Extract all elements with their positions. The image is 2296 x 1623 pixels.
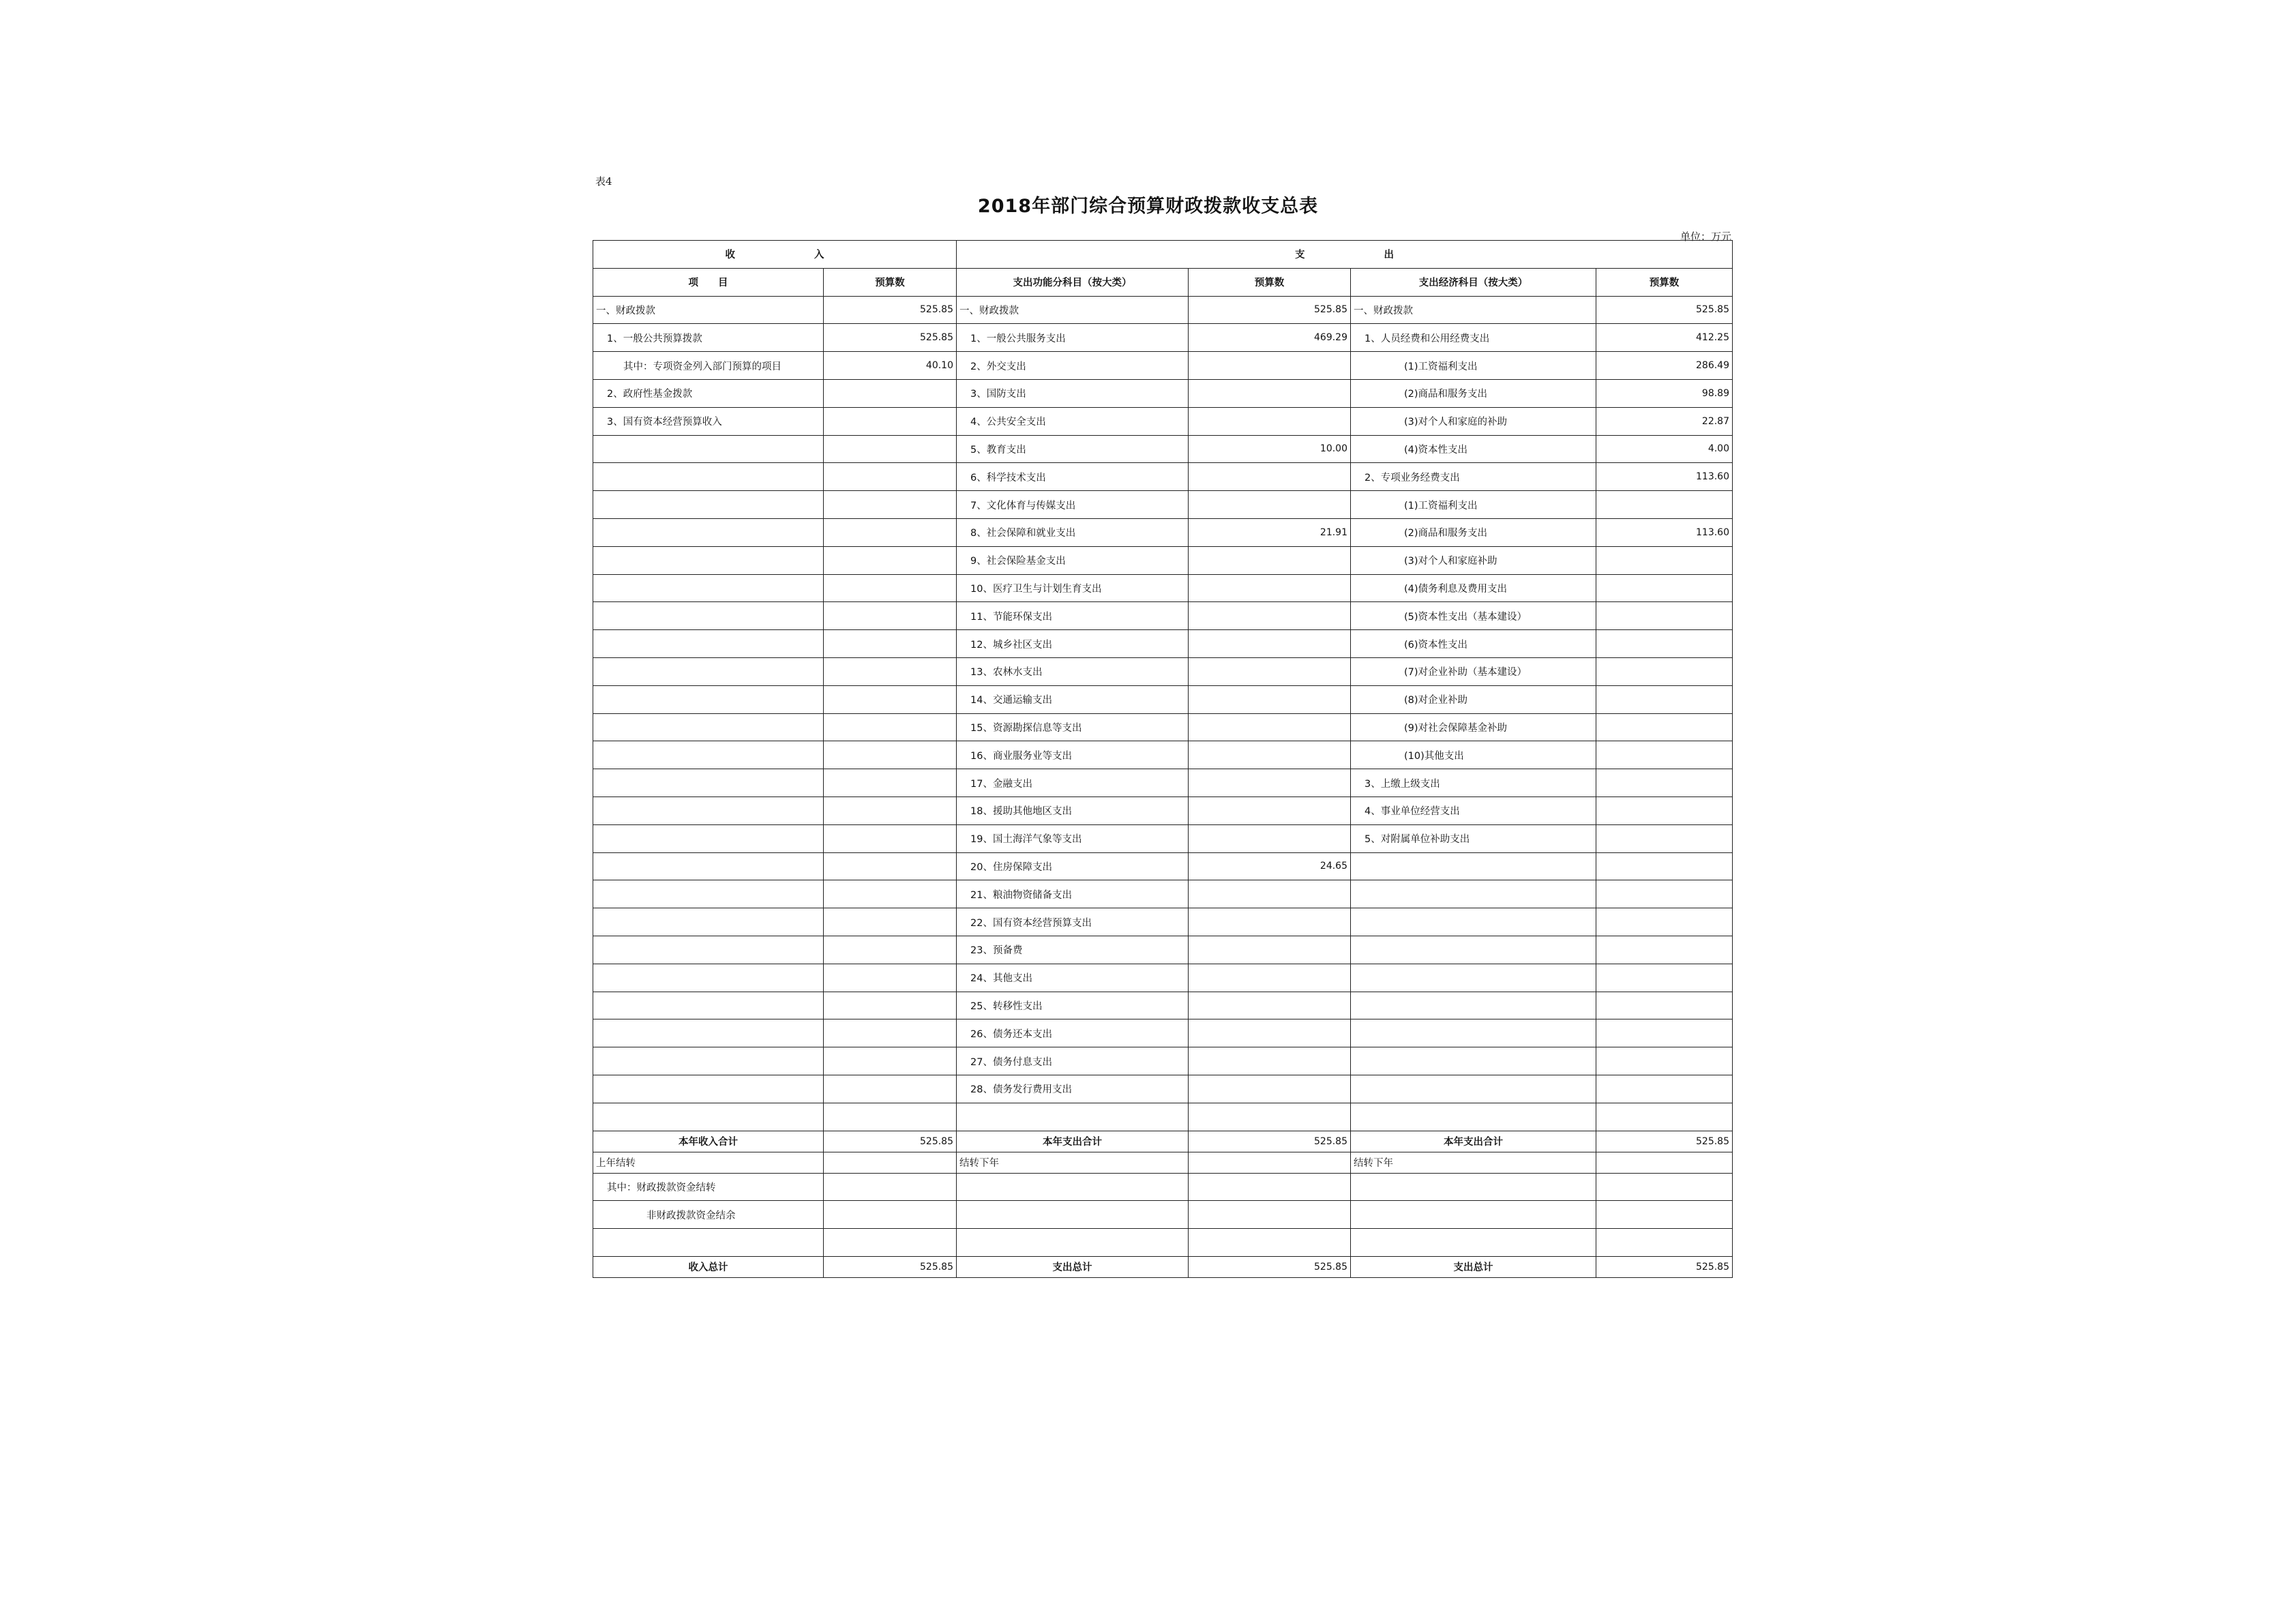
econ-item-cell bbox=[1351, 908, 1596, 936]
econ-budget-cell: 4.00 bbox=[1596, 435, 1733, 463]
income-item-cell: 2、政府性基金拨款 bbox=[593, 379, 824, 407]
econ-item-cell bbox=[1351, 852, 1596, 880]
func-item-cell: 15、资源勘探信息等支出 bbox=[957, 713, 1189, 741]
total-func-value: 525.85 bbox=[1189, 1256, 1351, 1277]
income-budget-cell bbox=[824, 685, 957, 713]
total-row bbox=[593, 1256, 1733, 1277]
carry-econ-label bbox=[1351, 1201, 1596, 1229]
econ-budget-cell: 412.25 bbox=[1596, 324, 1733, 352]
func-budget-cell bbox=[1189, 630, 1351, 658]
func-item-cell: 5、教育支出 bbox=[957, 435, 1189, 463]
income-budget-cell bbox=[824, 908, 957, 936]
carry-income-value bbox=[824, 1229, 957, 1257]
carry-income-label: 上年结转 bbox=[593, 1152, 824, 1173]
econ-budget-cell bbox=[1596, 936, 1733, 964]
table-row bbox=[593, 824, 1733, 852]
econ-item-cell: (3)对个人和家庭的补助 bbox=[1351, 407, 1596, 435]
func-item-cell: 7、文化体育与传媒支出 bbox=[957, 491, 1189, 519]
income-item-cell bbox=[593, 657, 824, 685]
func-item-cell: 27、债务付息支出 bbox=[957, 1047, 1189, 1075]
econ-item-cell: (5)资本性支出（基本建设） bbox=[1351, 602, 1596, 630]
econ-item-cell: (1)工资福利支出 bbox=[1351, 491, 1596, 519]
income-item-cell: 3、国有资本经营预算收入 bbox=[593, 407, 824, 435]
econ-budget-cell bbox=[1596, 657, 1733, 685]
income-budget-cell bbox=[824, 435, 957, 463]
income-budget-cell bbox=[824, 964, 957, 992]
carry-econ-value bbox=[1596, 1201, 1733, 1229]
carry-econ-label bbox=[1351, 1173, 1596, 1201]
table-row bbox=[593, 463, 1733, 491]
table-row bbox=[593, 685, 1733, 713]
func-budget-cell bbox=[1189, 796, 1351, 824]
expense-section-header: 支 出 bbox=[957, 241, 1733, 269]
income-item-cell bbox=[593, 852, 824, 880]
econ-item-cell: (8)对企业补助 bbox=[1351, 685, 1596, 713]
econ-item-cell bbox=[1351, 992, 1596, 1019]
econ-budget-cell bbox=[1596, 713, 1733, 741]
income-budget-cell bbox=[824, 992, 957, 1019]
econ-budget-cell bbox=[1596, 992, 1733, 1019]
econ-budget-cell bbox=[1596, 685, 1733, 713]
econ-item-cell bbox=[1351, 964, 1596, 992]
func-budget-cell bbox=[1189, 685, 1351, 713]
econ-budget-cell bbox=[1596, 824, 1733, 852]
income-budget-cell bbox=[824, 852, 957, 880]
total-income-label: 收入总计 bbox=[593, 1256, 824, 1277]
econ-item-cell: 4、事业单位经营支出 bbox=[1351, 796, 1596, 824]
carry-econ-value bbox=[1596, 1173, 1733, 1201]
income-section-header: 收 入 bbox=[593, 241, 957, 269]
func-item-cell: 12、城乡社区支出 bbox=[957, 630, 1189, 658]
table-row bbox=[593, 324, 1733, 352]
func-item-cell: 11、节能环保支出 bbox=[957, 602, 1189, 630]
econ-budget-cell: 286.49 bbox=[1596, 352, 1733, 380]
col-header-econ-item: 支出经济科目（按大类） bbox=[1351, 268, 1596, 296]
func-budget-cell: 469.29 bbox=[1189, 324, 1351, 352]
func-budget-cell bbox=[1189, 463, 1351, 491]
func-budget-cell bbox=[1189, 574, 1351, 602]
income-budget-cell bbox=[824, 546, 957, 574]
table-row bbox=[593, 518, 1733, 546]
func-item-cell: 6、科学技术支出 bbox=[957, 463, 1189, 491]
econ-item-cell: (10)其他支出 bbox=[1351, 741, 1596, 769]
income-budget-cell bbox=[824, 880, 957, 908]
func-budget-cell bbox=[1189, 1103, 1351, 1131]
table-row bbox=[593, 1019, 1733, 1047]
income-item-cell bbox=[593, 1019, 824, 1047]
econ-item-cell: 1、人员经费和公用经费支出 bbox=[1351, 324, 1596, 352]
table-row bbox=[593, 936, 1733, 964]
income-budget-cell bbox=[824, 741, 957, 769]
income-budget-cell bbox=[824, 407, 957, 435]
income-item-cell bbox=[593, 796, 824, 824]
func-budget-cell bbox=[1189, 824, 1351, 852]
func-budget-cell bbox=[1189, 602, 1351, 630]
total-income-value: 525.85 bbox=[824, 1256, 957, 1277]
income-item-cell bbox=[593, 630, 824, 658]
table-row bbox=[593, 352, 1733, 380]
income-item-cell bbox=[593, 491, 824, 519]
func-item-cell bbox=[957, 1103, 1189, 1131]
econ-item-cell: 2、专项业务经费支出 bbox=[1351, 463, 1596, 491]
func-budget-cell bbox=[1189, 713, 1351, 741]
econ-budget-cell bbox=[1596, 852, 1733, 880]
income-budget-cell bbox=[824, 936, 957, 964]
table-row bbox=[593, 407, 1733, 435]
func-item-cell: 13、农林水支出 bbox=[957, 657, 1189, 685]
func-item-cell: 19、国土海洋气象等支出 bbox=[957, 824, 1189, 852]
col-header-func-item: 支出功能分科目（按大类） bbox=[957, 268, 1189, 296]
income-budget-cell bbox=[824, 1019, 957, 1047]
func-item-cell: 22、国有资本经营预算支出 bbox=[957, 908, 1189, 936]
income-item-cell: 其中：专项资金列入部门预算的项目 bbox=[593, 352, 824, 380]
col-header-budget: 预算数 bbox=[824, 268, 957, 296]
subtotal-econ-value: 525.85 bbox=[1596, 1131, 1733, 1152]
col-header-func-budget: 预算数 bbox=[1189, 268, 1351, 296]
econ-budget-cell bbox=[1596, 491, 1733, 519]
income-budget-cell: 525.85 bbox=[824, 324, 957, 352]
carry-row bbox=[593, 1152, 1733, 1173]
econ-budget-cell bbox=[1596, 880, 1733, 908]
table-row bbox=[593, 435, 1733, 463]
table-row bbox=[593, 602, 1733, 630]
carry-row bbox=[593, 1201, 1733, 1229]
income-budget-cell bbox=[824, 1047, 957, 1075]
income-item-cell bbox=[593, 574, 824, 602]
carry-func-value bbox=[1189, 1201, 1351, 1229]
carry-econ-label bbox=[1351, 1229, 1596, 1257]
table-row bbox=[593, 630, 1733, 658]
func-item-cell: 2、外交支出 bbox=[957, 352, 1189, 380]
func-budget-cell bbox=[1189, 1019, 1351, 1047]
econ-item-cell bbox=[1351, 1103, 1596, 1131]
func-item-cell: 3、国防支出 bbox=[957, 379, 1189, 407]
income-budget-cell bbox=[824, 574, 957, 602]
func-budget-cell bbox=[1189, 1075, 1351, 1103]
econ-budget-cell: 525.85 bbox=[1596, 296, 1733, 324]
func-budget-cell bbox=[1189, 352, 1351, 380]
econ-item-cell: (4)资本性支出 bbox=[1351, 435, 1596, 463]
func-budget-cell bbox=[1189, 657, 1351, 685]
table-row bbox=[593, 296, 1733, 324]
func-budget-cell: 10.00 bbox=[1189, 435, 1351, 463]
econ-item-cell: (7)对企业补助（基本建设） bbox=[1351, 657, 1596, 685]
income-item-cell bbox=[593, 435, 824, 463]
func-item-cell: 4、公共安全支出 bbox=[957, 407, 1189, 435]
carry-func-value bbox=[1189, 1152, 1351, 1173]
func-budget-cell: 525.85 bbox=[1189, 296, 1351, 324]
table-row bbox=[593, 769, 1733, 797]
econ-budget-cell bbox=[1596, 574, 1733, 602]
econ-item-cell: 3、上缴上级支出 bbox=[1351, 769, 1596, 797]
col-header-item: 项 目 bbox=[593, 268, 824, 296]
income-budget-cell bbox=[824, 463, 957, 491]
carry-income-value bbox=[824, 1201, 957, 1229]
page-title: 2018年部门综合预算财政拨款收支总表 bbox=[977, 196, 1319, 217]
carry-econ-label: 结转下年 bbox=[1351, 1152, 1596, 1173]
income-budget-cell: 525.85 bbox=[824, 296, 957, 324]
func-item-cell: 一、财政拨款 bbox=[957, 296, 1189, 324]
econ-item-cell bbox=[1351, 880, 1596, 908]
income-budget-cell bbox=[824, 824, 957, 852]
income-item-cell bbox=[593, 964, 824, 992]
func-budget-cell bbox=[1189, 1047, 1351, 1075]
econ-budget-cell: 98.89 bbox=[1596, 379, 1733, 407]
econ-budget-cell bbox=[1596, 796, 1733, 824]
income-item-cell bbox=[593, 936, 824, 964]
econ-budget-cell bbox=[1596, 1047, 1733, 1075]
econ-budget-cell bbox=[1596, 630, 1733, 658]
econ-budget-cell: 22.87 bbox=[1596, 407, 1733, 435]
func-budget-cell bbox=[1189, 964, 1351, 992]
func-budget-cell bbox=[1189, 936, 1351, 964]
econ-item-cell bbox=[1351, 936, 1596, 964]
func-budget-cell: 24.65 bbox=[1189, 852, 1351, 880]
income-item-cell bbox=[593, 685, 824, 713]
func-budget-cell bbox=[1189, 741, 1351, 769]
table-row bbox=[593, 1103, 1733, 1131]
income-item-cell bbox=[593, 602, 824, 630]
table-row bbox=[593, 574, 1733, 602]
income-item-cell bbox=[593, 518, 824, 546]
carry-func-value bbox=[1189, 1173, 1351, 1201]
func-item-cell: 17、金融支出 bbox=[957, 769, 1189, 797]
subtotal-income-label: 本年收入合计 bbox=[593, 1131, 824, 1152]
income-item-cell bbox=[593, 992, 824, 1019]
func-budget-cell bbox=[1189, 992, 1351, 1019]
econ-budget-cell bbox=[1596, 964, 1733, 992]
econ-budget-cell bbox=[1596, 908, 1733, 936]
total-func-label: 支出总计 bbox=[957, 1256, 1189, 1277]
budget-table bbox=[593, 240, 1733, 1278]
income-item-cell bbox=[593, 463, 824, 491]
econ-item-cell: (6)资本性支出 bbox=[1351, 630, 1596, 658]
col-header-econ-budget: 预算数 bbox=[1596, 268, 1733, 296]
carry-row bbox=[593, 1229, 1733, 1257]
func-budget-cell bbox=[1189, 379, 1351, 407]
column-header-row bbox=[593, 268, 1733, 296]
table-body bbox=[593, 241, 1733, 1278]
carry-income-value bbox=[824, 1152, 957, 1173]
econ-budget-cell bbox=[1596, 769, 1733, 797]
func-budget-cell: 21.91 bbox=[1189, 518, 1351, 546]
func-item-cell: 9、社会保险基金支出 bbox=[957, 546, 1189, 574]
func-budget-cell bbox=[1189, 546, 1351, 574]
income-budget-cell bbox=[824, 713, 957, 741]
income-budget-cell bbox=[824, 518, 957, 546]
econ-item-cell: (2)商品和服务支出 bbox=[1351, 379, 1596, 407]
section-header-row bbox=[593, 241, 1733, 269]
econ-item-cell: (9)对社会保障基金补助 bbox=[1351, 713, 1596, 741]
func-budget-cell bbox=[1189, 407, 1351, 435]
econ-budget-cell bbox=[1596, 1019, 1733, 1047]
func-budget-cell bbox=[1189, 908, 1351, 936]
func-item-cell: 25、转移性支出 bbox=[957, 992, 1189, 1019]
econ-item-cell: (1)工资福利支出 bbox=[1351, 352, 1596, 380]
income-item-cell bbox=[593, 546, 824, 574]
table-row bbox=[593, 964, 1733, 992]
income-item-cell bbox=[593, 1047, 824, 1075]
econ-item-cell: 5、对附属单位补助支出 bbox=[1351, 824, 1596, 852]
econ-budget-cell bbox=[1596, 602, 1733, 630]
func-item-cell: 14、交通运输支出 bbox=[957, 685, 1189, 713]
income-budget-cell: 40.10 bbox=[824, 352, 957, 380]
func-item-cell: 10、医疗卫生与计划生育支出 bbox=[957, 574, 1189, 602]
sheet-tag: 表4 bbox=[595, 175, 612, 188]
income-budget-cell bbox=[824, 769, 957, 797]
func-item-cell: 24、其他支出 bbox=[957, 964, 1189, 992]
func-item-cell: 8、社会保障和就业支出 bbox=[957, 518, 1189, 546]
carry-func-label bbox=[957, 1229, 1189, 1257]
econ-item-cell: (3)对个人和家庭补助 bbox=[1351, 546, 1596, 574]
carry-income-label bbox=[593, 1229, 824, 1257]
econ-budget-cell: 113.60 bbox=[1596, 518, 1733, 546]
econ-item-cell bbox=[1351, 1075, 1596, 1103]
subtotal-func-label: 本年支出合计 bbox=[957, 1131, 1189, 1152]
econ-budget-cell bbox=[1596, 1075, 1733, 1103]
table-row bbox=[593, 491, 1733, 519]
subtotal-row bbox=[593, 1131, 1733, 1152]
income-item-cell bbox=[593, 824, 824, 852]
subtotal-econ-label: 本年支出合计 bbox=[1351, 1131, 1596, 1152]
carry-econ-value bbox=[1596, 1152, 1733, 1173]
func-item-cell: 16、商业服务业等支出 bbox=[957, 741, 1189, 769]
carry-func-label: 结转下年 bbox=[957, 1152, 1189, 1173]
table-row bbox=[593, 852, 1733, 880]
table-row bbox=[593, 657, 1733, 685]
income-item-cell bbox=[593, 713, 824, 741]
func-item-cell: 1、一般公共服务支出 bbox=[957, 324, 1189, 352]
carry-func-label bbox=[957, 1173, 1189, 1201]
econ-budget-cell bbox=[1596, 741, 1733, 769]
table-row bbox=[593, 796, 1733, 824]
income-budget-cell bbox=[824, 1103, 957, 1131]
func-item-cell: 26、债务还本支出 bbox=[957, 1019, 1189, 1047]
econ-item-cell: 一、财政拨款 bbox=[1351, 296, 1596, 324]
total-econ-value: 525.85 bbox=[1596, 1256, 1733, 1277]
carry-row bbox=[593, 1173, 1733, 1201]
income-budget-cell bbox=[824, 379, 957, 407]
table-row bbox=[593, 741, 1733, 769]
income-budget-cell bbox=[824, 602, 957, 630]
income-item-cell: 1、一般公共预算拨款 bbox=[593, 324, 824, 352]
econ-budget-cell bbox=[1596, 1103, 1733, 1131]
econ-budget-cell: 113.60 bbox=[1596, 463, 1733, 491]
econ-budget-cell bbox=[1596, 546, 1733, 574]
income-budget-cell bbox=[824, 657, 957, 685]
econ-item-cell bbox=[1351, 1047, 1596, 1075]
table-row bbox=[593, 713, 1733, 741]
func-budget-cell bbox=[1189, 880, 1351, 908]
income-item-cell bbox=[593, 880, 824, 908]
econ-item-cell: (4)债务利息及费用支出 bbox=[1351, 574, 1596, 602]
table-row bbox=[593, 880, 1733, 908]
income-budget-cell bbox=[824, 796, 957, 824]
econ-item-cell: (2)商品和服务支出 bbox=[1351, 518, 1596, 546]
table-row bbox=[593, 908, 1733, 936]
income-item-cell bbox=[593, 741, 824, 769]
carry-income-label: 非财政拨款资金结余 bbox=[593, 1201, 824, 1229]
func-item-cell: 18、援助其他地区支出 bbox=[957, 796, 1189, 824]
func-item-cell: 28、债务发行费用支出 bbox=[957, 1075, 1189, 1103]
income-budget-cell bbox=[824, 630, 957, 658]
carry-econ-value bbox=[1596, 1229, 1733, 1257]
func-budget-cell bbox=[1189, 769, 1351, 797]
income-item-cell bbox=[593, 1075, 824, 1103]
func-item-cell: 23、预备费 bbox=[957, 936, 1189, 964]
table-row bbox=[593, 379, 1733, 407]
income-item-cell bbox=[593, 908, 824, 936]
func-budget-cell bbox=[1189, 491, 1351, 519]
func-item-cell: 20、住房保障支出 bbox=[957, 852, 1189, 880]
income-item-cell bbox=[593, 1103, 824, 1131]
table-row bbox=[593, 1075, 1733, 1103]
income-budget-cell bbox=[824, 1075, 957, 1103]
econ-item-cell bbox=[1351, 1019, 1596, 1047]
carry-func-label bbox=[957, 1201, 1189, 1229]
carry-func-value bbox=[1189, 1229, 1351, 1257]
subtotal-func-value: 525.85 bbox=[1189, 1131, 1351, 1152]
func-item-cell: 21、粮油物资储备支出 bbox=[957, 880, 1189, 908]
carry-income-value bbox=[824, 1173, 957, 1201]
total-econ-label: 支出总计 bbox=[1351, 1256, 1596, 1277]
carry-income-label: 其中：财政拨款资金结转 bbox=[593, 1173, 824, 1201]
table-row bbox=[593, 546, 1733, 574]
subtotal-income-value: 525.85 bbox=[824, 1131, 957, 1152]
income-item-cell: 一、财政拨款 bbox=[593, 296, 824, 324]
table-row bbox=[593, 992, 1733, 1019]
table-row bbox=[593, 1047, 1733, 1075]
income-item-cell bbox=[593, 769, 824, 797]
income-budget-cell bbox=[824, 491, 957, 519]
unit-label: 单位：万元 bbox=[1680, 230, 1731, 243]
